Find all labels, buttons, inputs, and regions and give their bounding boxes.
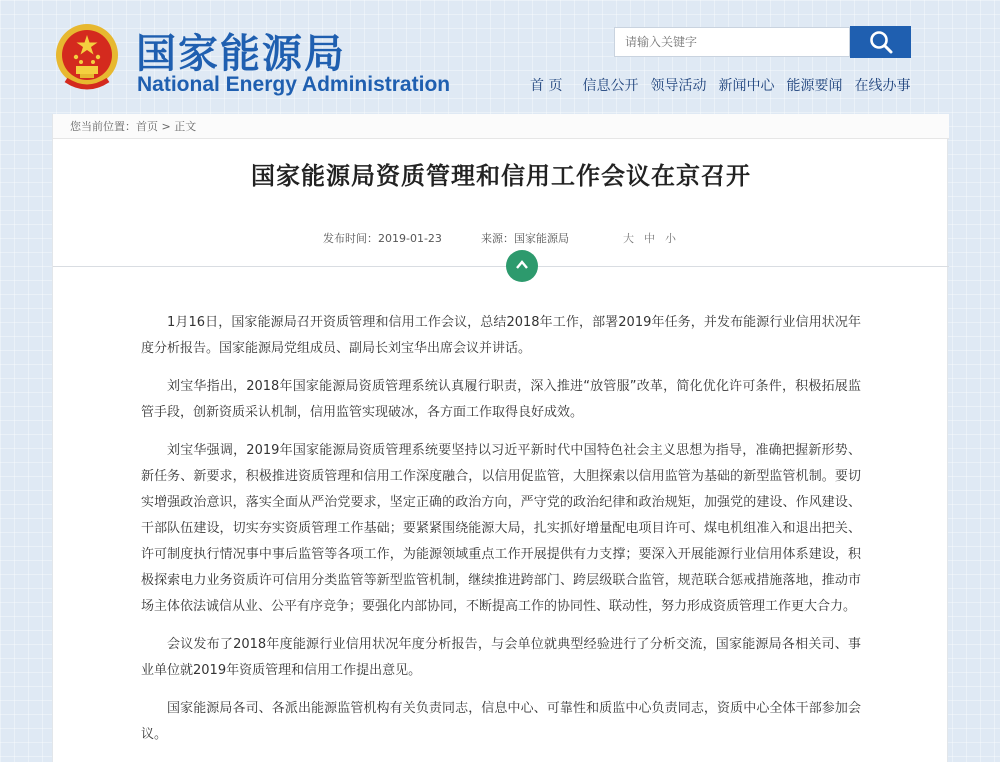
article-paragraph-1: 1月16日，国家能源局召开资质管理和信用工作会议，总结2018年工作，部署2019年任务，并发布能源行业信用状况年度分析报告。国家能源局党组成员、副局长刘宝华出席会议并讲话。: [141, 315, 861, 356]
article-title: 国家能源局资质管理和信用工作会议在京召开: [251, 162, 751, 190]
nav-home[interactable]: 首 页: [530, 78, 563, 94]
national-emblem-icon: [54, 22, 120, 92]
collapse-toggle[interactable]: [506, 250, 538, 282]
nav-leader-activities[interactable]: 领导活动: [650, 78, 707, 94]
site-header: [0, 0, 1000, 108]
article-paragraph-2: 刘宝华指出，2018年国家能源局资质管理系统认真履行职责，深入推进“放管服”改革，简化优化许可条件，积极拓展监管手段，创新资质采认机制，信用监管实现破冰，各方面工作取得良好成效。: [141, 379, 861, 420]
font-size-small[interactable]: 小: [665, 232, 676, 245]
brand-title-cn: 国家能源局: [136, 31, 346, 77]
font-size-medium[interactable]: 中: [644, 232, 655, 245]
breadcrumb: [53, 114, 949, 139]
brand-title-en: National Energy Administration: [137, 73, 451, 96]
search-icon: [868, 29, 894, 55]
breadcrumb-separator: >: [158, 120, 175, 133]
breadcrumb-current: 正文: [174, 120, 197, 133]
font-size-switcher: [623, 230, 686, 246]
nav-online-services[interactable]: 在线办事: [854, 78, 911, 94]
chevron-up-icon: [515, 260, 529, 269]
article-paragraph-5: 国家能源局各司、各派出能源监管机构有关负责同志，信息中心、可靠性和质监中心负责同志，资质中心全体干部参加会议。: [141, 701, 861, 742]
publish-date: 发布时间：2019-01-23: [323, 232, 442, 245]
article-source: 来源：国家能源局: [481, 232, 569, 245]
breadcrumb-prefix: 您当前位置：: [70, 120, 136, 133]
article-paragraph-4: 会议发布了2018年度能源行业信用状况年度分析报告，与会单位就典型经验进行了分析交流，国家能源局各相关司、事业单位就2019年资质管理和信用工作提出意见。: [141, 637, 861, 678]
main-nav: [530, 75, 922, 95]
search-input[interactable]: [614, 27, 850, 57]
meta-divider: [53, 266, 949, 267]
nav-energy-news[interactable]: 能源要闻: [786, 78, 843, 94]
font-size-large[interactable]: 大: [623, 232, 634, 245]
nav-news-center[interactable]: 新闻中心: [718, 78, 775, 94]
article-body: [141, 310, 861, 760]
article-paragraph-3: 刘宝华强调，2019年国家能源局资质管理系统要坚持以习近平新时代中国特色社会主义思想为指导，准确把握新形势、新任务、新要求，积极推进资质管理和信用工作深度融合，以信用促监管，大胆探索以信用监管为基础的新型监管机制。要切实增强政治意识，落实全面从严治党要求，坚定正确的政治方向，严守党的政治纪律和政治规矩，加强党的建设、作风建设、干部队伍建设，切实夯实资质管理工作基础；要紧紧围绕能源大局，扎实抓好增量配电项目许可、煤电机组准入和退出把关、许可制度执行情况事中事后监管等各项工作，为能源领域重点工作开展提供有力支撑；要深入开展能源行业信用体系建设，积极探索电力业务资质许可信用分类监管等新型监管机制，继续推进跨部门、跨层级联合监管，规范联合惩戒措施落地，推动市场主体依法诚信从业、公平有序竞争；要强化内部协同，不断提高工作的协同性、联动性，努力形成资质管理工作更大合力。: [141, 443, 861, 614]
breadcrumb-home[interactable]: 首页: [136, 120, 158, 133]
nav-info-disclosure[interactable]: 信息公开: [582, 78, 639, 94]
article-panel: [52, 114, 948, 762]
search-button[interactable]: [850, 26, 911, 58]
article-meta: [53, 230, 949, 250]
